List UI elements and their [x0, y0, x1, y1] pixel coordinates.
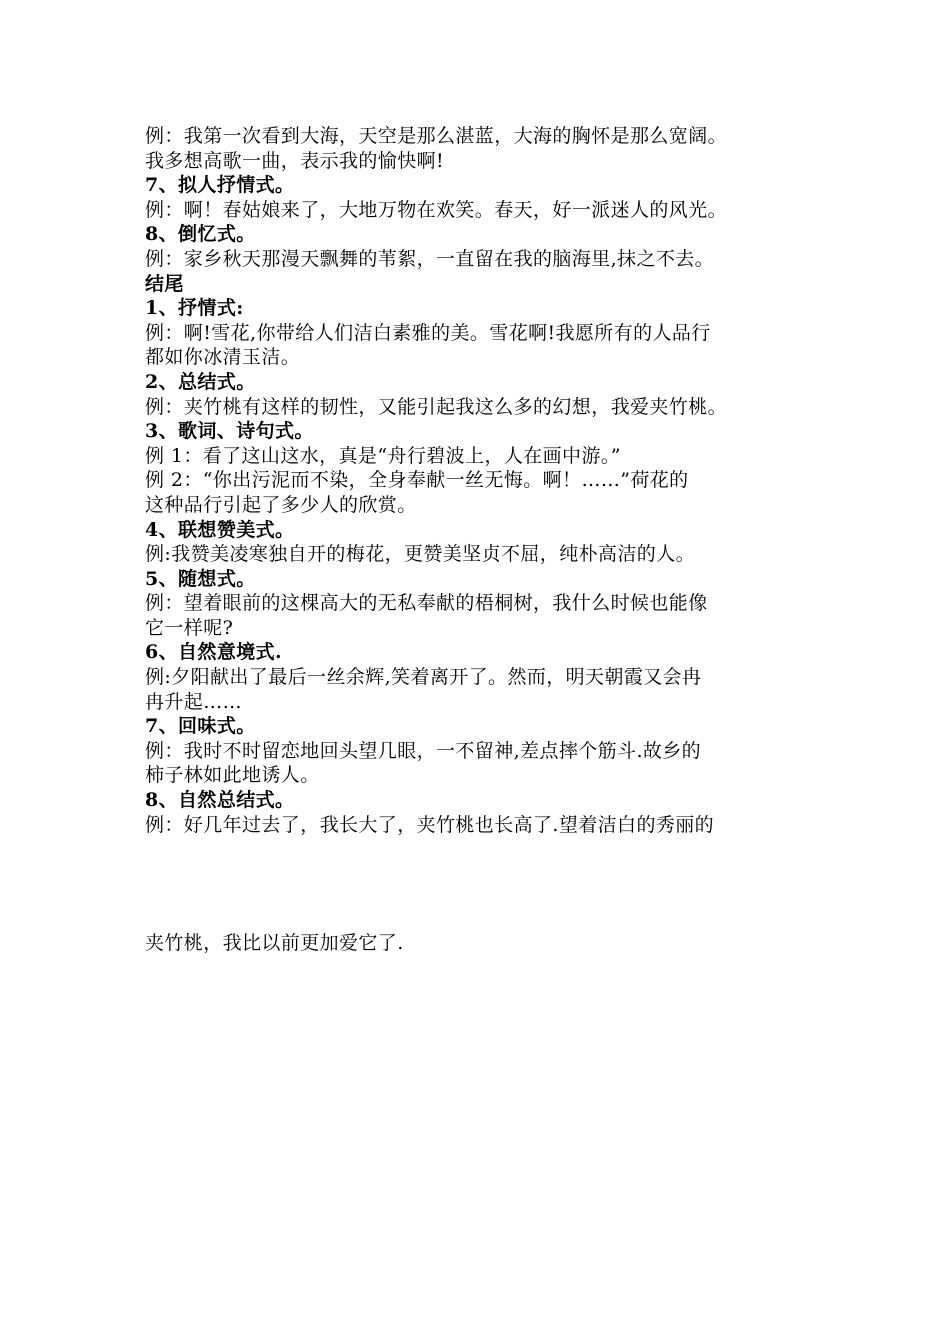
section-heading: 8、倒忆式。: [145, 223, 256, 246]
text-line: 冉升起……: [145, 690, 243, 713]
text-line: 例：家乡秋天那漫天飘舞的苇絮，一直留在我的脑海里,抹之不去。: [145, 247, 715, 270]
section-heading: 8、自然总结式。: [145, 789, 295, 812]
section-heading: 7、拟人抒情式。: [145, 174, 295, 197]
text-line: 例：啊!雪花,你带给人们洁白素雅的美。雪花啊!我愿所有的人品行: [145, 321, 711, 344]
text-line: 例：我第一次看到大海，天空是那么湛蓝，大海的胸怀是那么宽阔。: [145, 125, 728, 147]
text-line: 它一样呢?: [145, 616, 234, 639]
text-line: 例:我赞美凌寒独自开的梅花，更赞美坚贞不屈，纯朴高洁的人。: [145, 543, 696, 566]
section-heading: 1、抒情式:: [145, 297, 244, 320]
text-line: 我多想高歌一曲，表示我的愉快啊!: [145, 149, 445, 172]
section-heading: 3、歌词、诗句式。: [145, 420, 314, 443]
section-heading: 6、自然意境式.: [145, 641, 283, 664]
text-line: 例：夹竹桃有这样的韧性，又能引起我这么多的幻想，我爱夹竹桃。: [145, 395, 728, 418]
section-heading: 2、总结式。: [145, 370, 256, 393]
text-line: 都如你冰清玉洁。: [145, 346, 301, 369]
section-heading: 结尾: [145, 272, 184, 295]
document-body: [145, 124, 825, 837]
section-heading: 4、联想赞美式。: [145, 518, 295, 541]
text-line-tail: 夹竹桃，我比以前更加爱它了.: [145, 932, 404, 954]
section-heading: 5、随想式。: [145, 567, 256, 590]
text-line: 例 2：“你出污泥而不染，全身奉献一丝无悔。啊！……”荷花的: [145, 469, 689, 492]
text-line: 例：啊！春姑娘来了，大地万物在欢笑。春天，好一派迷人的风光。: [145, 198, 728, 221]
text-line: 例：望着眼前的这棵高大的无私奉献的梧桐树，我什么时候也能像: [145, 592, 708, 615]
text-line: 例:夕阳献出了最后一丝余辉,笑着离开了。然而，明天朝霞又会冉: [145, 666, 702, 689]
text-line: 例 1：看了这山这水，真是“舟行碧波上，人在画中游。”: [145, 444, 621, 467]
section-heading: 7、回味式。: [145, 715, 256, 738]
text-line: 柿子林如此地诱人。: [145, 764, 320, 787]
text-line: 例：好几年过去了，我长大了，夹竹桃也长高了.望着洁白的秀丽的: [145, 813, 715, 836]
text-line: 例：我时不时留恋地回头望几眼，一不留神,差点摔个筋斗.故乡的: [145, 739, 702, 762]
text-line: 这种品行引起了多少人的欣赏。: [145, 493, 417, 516]
document-tail: [145, 931, 825, 956]
